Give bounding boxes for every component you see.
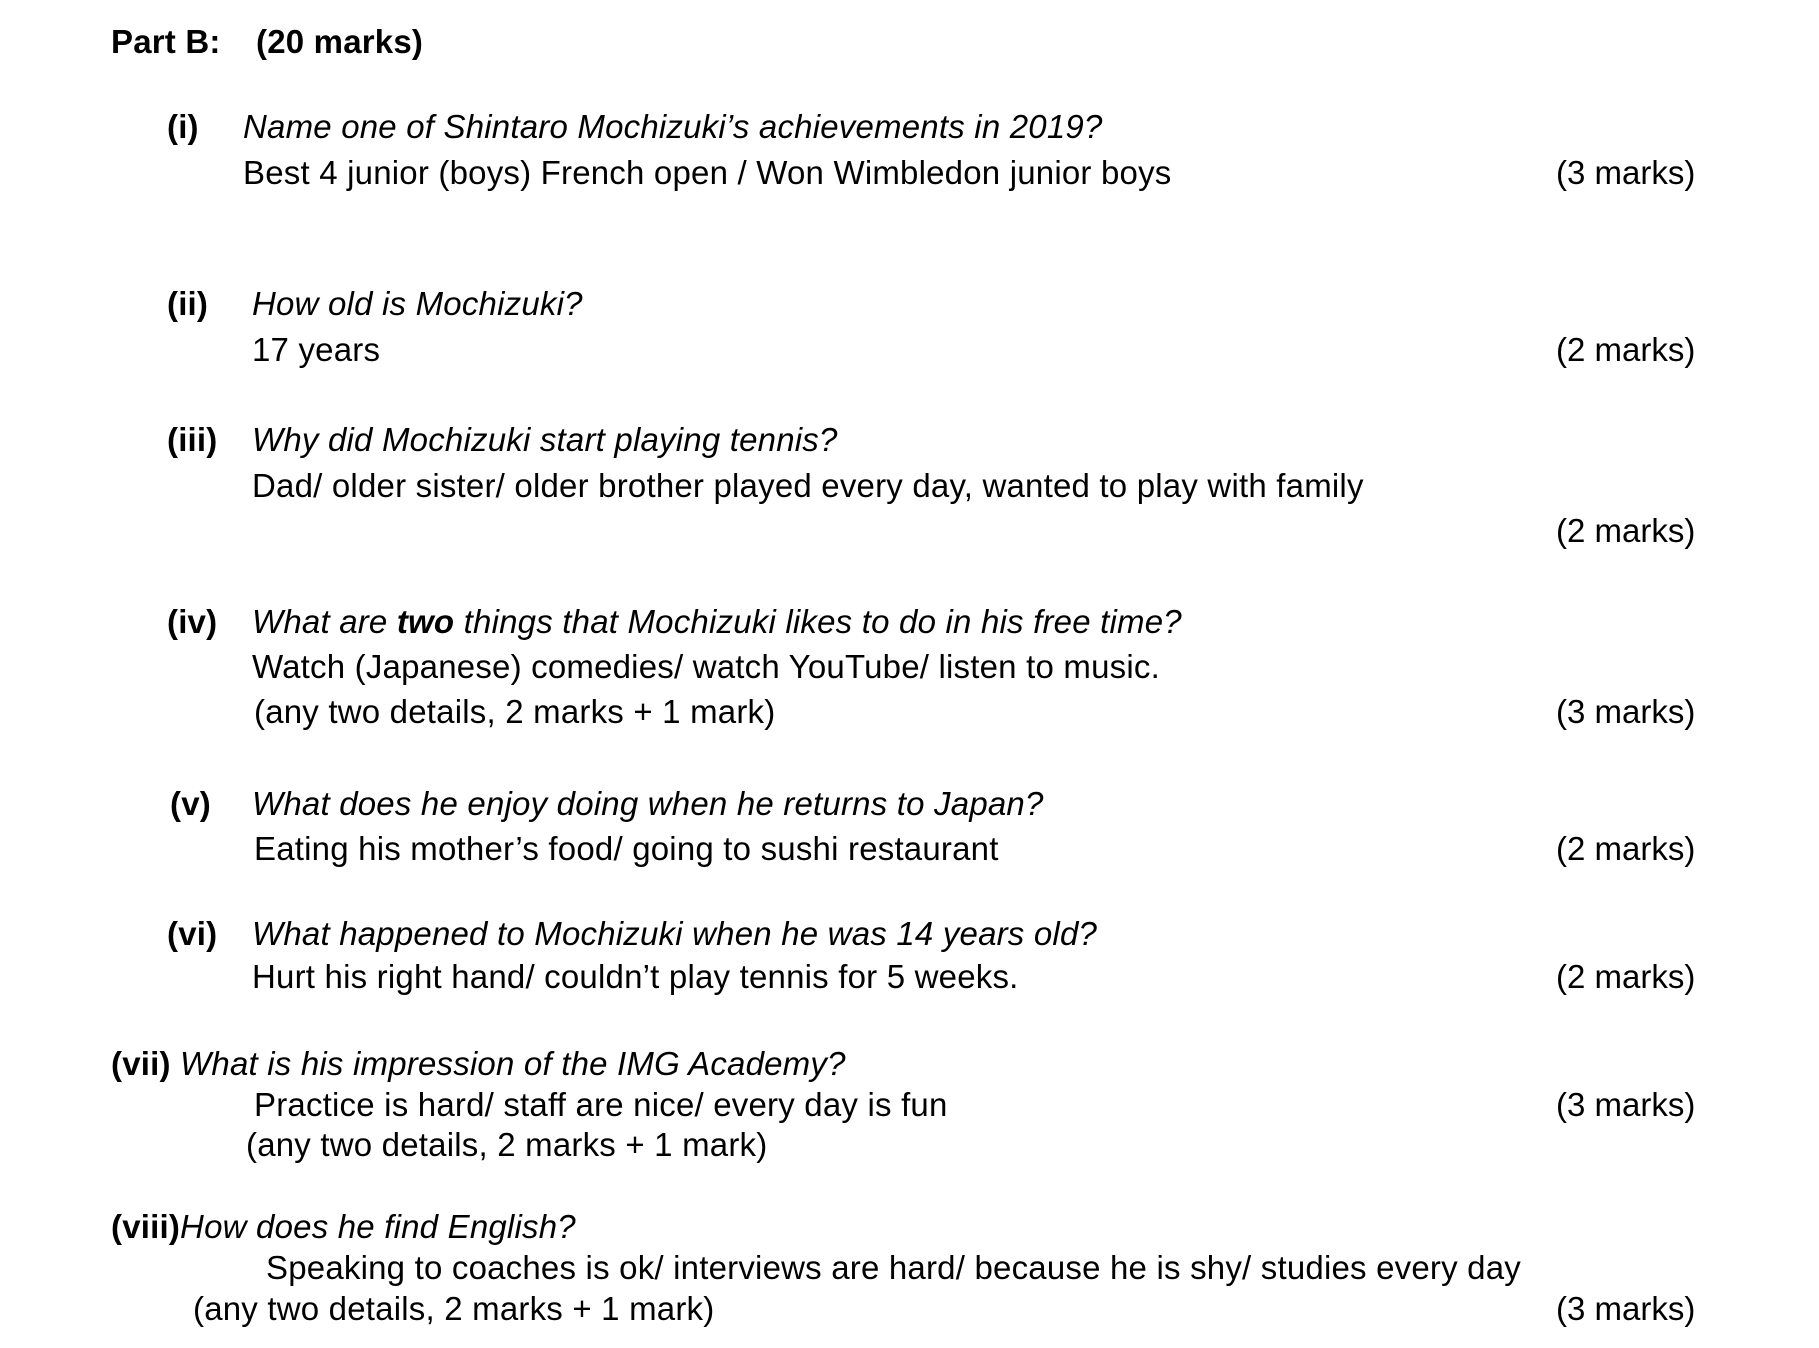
question-text: What is his impression of the IMG Academy? [180,1045,846,1082]
marks-label: (3 marks) [1556,154,1696,191]
part-label: Part B: [111,23,221,60]
marking-note: (any two details, 2 marks + 1 mark) [246,1126,768,1163]
question-line [111,1044,846,1084]
question-number: (vii) [111,1045,171,1082]
question-number: (viii) [111,1208,181,1245]
marks-label: (2 marks) [1556,958,1696,995]
answer-text: Practice is hard/ staff are nice/ every day is fun [254,1086,948,1123]
marks-label: (2 marks) [1556,512,1696,549]
answer-text: 17 years [252,331,381,368]
question-text [252,602,1182,642]
marks-label: (3 marks) [1556,1290,1696,1327]
answer-text: Best 4 junior (boys) French open / Won Wimbledon junior boys [243,154,1172,191]
marks-label: (3 marks) [1556,1086,1696,1123]
total-marks: (20 marks) [256,23,424,60]
answer-text: Watch (Japanese) comedies/ watch YouTube/ listen to music. [252,648,1160,685]
question-emphasis: two [396,603,455,640]
question-text: Name one of Shintaro Mochizuki’s achievements in 2019? [243,108,1103,145]
question-text: What happened to Mochizuki when he was 14 years old? [252,915,1098,952]
question-text: Why did Mochizuki start playing tennis? [252,421,838,458]
question-text-part: What are [252,603,397,640]
question-text: What does he enjoy doing when he returns to Japan? [252,785,1044,822]
answer-text: Speaking to coaches is ok/ interviews are hard/ because he is shy/ studies every day [266,1249,1521,1286]
marks-label: (3 marks) [1556,693,1696,730]
marks-label: (2 marks) [1556,830,1696,867]
question-number: (ii) [167,285,209,322]
question-number: (v) [170,785,211,822]
question-number: (iii) [167,421,218,458]
marking-note: (any two details, 2 marks + 1 mark) [254,693,776,730]
answer-text: Hurt his right hand/ couldn’t play tennis for 5 weeks. [252,958,1019,995]
answer-text: Eating his mother’s food/ going to sushi restaurant [254,830,999,867]
question-line [111,1207,576,1247]
question-text: How does he find English? [180,1208,576,1245]
question-number: (vi) [167,915,218,952]
question-number: (iv) [167,603,218,640]
answer-text: Dad/ older sister/ older brother played every day, wanted to play with family [252,467,1364,504]
question-text: How old is Mochizuki? [252,285,583,322]
question-number: (i) [167,108,199,145]
marking-note: (any two details, 2 marks + 1 mark) [193,1290,715,1327]
marks-label: (2 marks) [1556,331,1696,368]
question-text-part: things that Mochizuki likes to do in his free time? [454,603,1182,640]
